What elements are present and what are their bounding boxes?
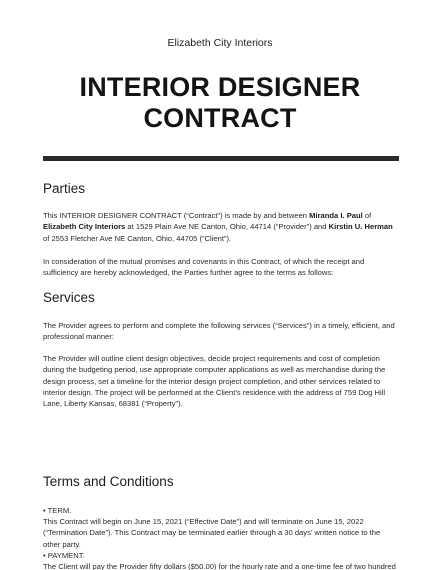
provider-company: Elizabeth City Interiors	[43, 222, 126, 232]
parties-text-d: of 2553 Fletcher Ave NE Canton, Ohio, 44705 (“Client”).	[43, 233, 232, 243]
title-line-1: INTERIOR DESIGNER	[79, 72, 361, 102]
payment-label: • PAYMENT.	[43, 551, 85, 560]
parties-heading: Parties	[43, 181, 86, 196]
services-intro-paragraph: The Provider agrees to perform and complete the following services (“Services”) in a timely, efficient, and professional manner:	[43, 321, 395, 342]
title-divider	[43, 156, 399, 161]
services-detail-paragraph: The Provider will outline client design objectives, decide project requirements and cost of completion during the budgeting period, use appropriate computer applications as well as merchandise during the design process, set a timeline for the interior design project completion, and other services related to interior design. The project will be performed at the Client’s residence with the address of 759 Dog Hill Lane, Liberty Kansas, 68381 (“Property”).	[43, 354, 386, 409]
term-label: • TERM.	[43, 506, 72, 515]
title-line-2: CONTRACT	[143, 103, 297, 133]
parties-text-c: at 1529 Plain Ave NE Canton, Ohio, 44714 (“Provider”) and	[125, 222, 329, 232]
company-name: Elizabeth City Interiors	[167, 37, 273, 49]
payment-paragraph: The Client will pay the Provider fifty dollars ($50.00) for the hourly rate and a one-time fee of two hundred	[43, 562, 396, 570]
client-name: Kirstin U. Herman	[328, 222, 393, 232]
parties-intro-paragraph	[43, 210, 399, 244]
term-paragraph: This Contract will begin on June 15, 2021 (“Effective Date”) and will terminate on June 15, 2022 (“Termination Date”). This Contract may be terminated earlier through a 30 days’ written notice to the other party.	[43, 517, 381, 549]
provider-name: Miranda I. Paul	[309, 211, 363, 220]
parties-text-b: of	[362, 211, 372, 220]
services-heading: Services	[43, 290, 95, 305]
parties-text-a: This INTERIOR DESIGNER CONTRACT (“Contract”) is made by and between	[43, 211, 310, 220]
parties-consideration-paragraph: In consideration of the mutual promises and covenants in this Contract, of which the receipt and sufficiency are hereby acknowledged, the Parties further agree to the terms as follows:	[43, 257, 365, 278]
document-title	[0, 72, 440, 134]
terms-heading: Terms and Conditions	[43, 474, 174, 489]
